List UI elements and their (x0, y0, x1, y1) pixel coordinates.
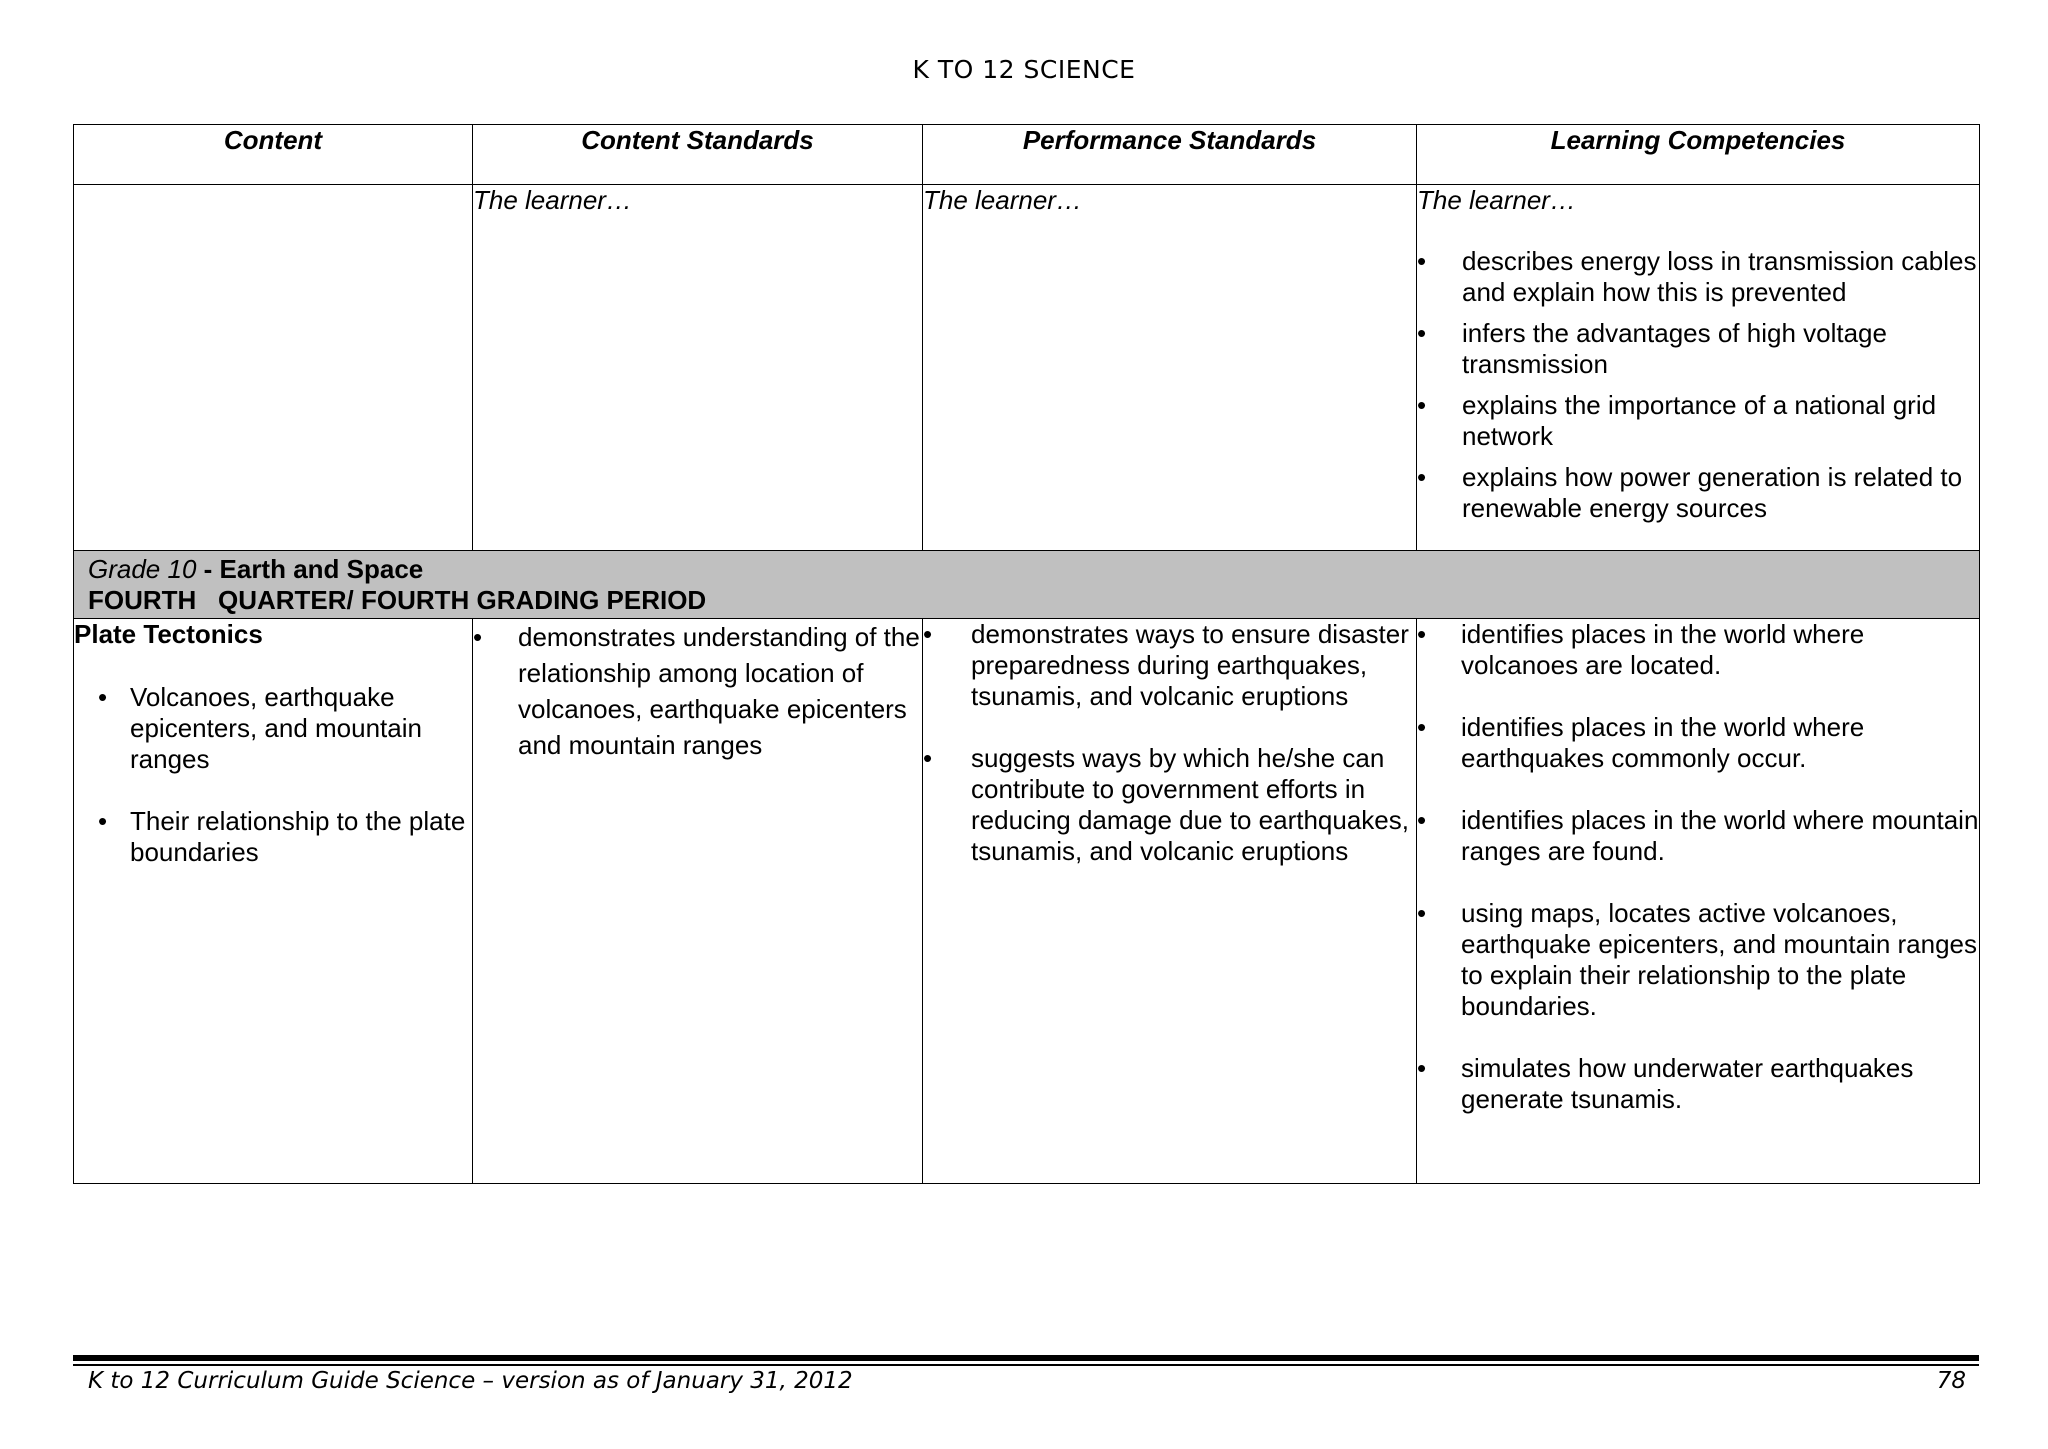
footer-version-text: K to 12 Curriculum Guide Science – version as of January 31, 2012 (88, 1368, 853, 1394)
page-number: 78 (1936, 1368, 1966, 1394)
column-header-content: Content (74, 125, 473, 185)
band-subject: - Earth and Space (196, 554, 424, 584)
bullet-icon: • (1417, 898, 1427, 928)
list-item: • Their relationship to the plate boundaries (98, 806, 466, 867)
footer-divider (73, 1355, 1979, 1361)
table-header-row (74, 125, 1980, 185)
bullet-icon: • (1417, 619, 1427, 649)
cell-learning-competencies (1417, 619, 1980, 1184)
table-row-plate-tectonics (74, 619, 1980, 1184)
bullet-icon: • (1417, 390, 1427, 420)
bullet-icon: • (923, 619, 933, 649)
band-grade: Grade 10 (88, 554, 197, 584)
bullet-icon: • (473, 622, 483, 652)
bullet-icon: • (1417, 246, 1427, 276)
cell-performance-standards (923, 619, 1417, 1184)
band-cell (74, 551, 1980, 619)
bullet-icon: • (923, 743, 933, 773)
cell-performance-standards (923, 185, 1417, 551)
list-item: • identifies places in the world where earthquakes commonly occur. (1417, 712, 1865, 773)
grading-period-band (74, 551, 1980, 619)
competency-list (1417, 619, 1979, 1115)
cell-content (74, 619, 473, 1184)
list-item: • identifies places in the world where mountain ranges are found. (1417, 805, 1979, 866)
table-row-energy (74, 185, 1980, 551)
page-header-title: K TO 12 SCIENCE (912, 55, 1136, 84)
topic-title: Plate Tectonics (74, 619, 263, 649)
footer-divider-thin (73, 1364, 1979, 1366)
list-item: • demonstrates ways to ensure disaster preparedness during earthquakes, tsunamis, and volcanic eruptions (923, 619, 1409, 711)
list-item: • infers the advantages of high voltage transmission (1417, 318, 1887, 379)
list-item: • Volcanoes, earthquake epicenters, and mountain ranges (98, 682, 422, 774)
bullet-icon: • (1417, 318, 1427, 348)
list-item: • demonstrates understanding of the relationship among location of volcanoes, earthquake epicenters and mountain ranges (473, 619, 922, 763)
content-list (74, 682, 472, 868)
content-standards-list (473, 619, 922, 763)
list-item: • explains the importance of a national grid network (1417, 390, 1937, 451)
list-item: • suggests ways by which he/she can contribute to government efforts in reducing damage due to earthquakes, tsunamis, and volcanic eruptions (923, 743, 1409, 866)
bullet-icon: • (98, 682, 108, 712)
bullet-icon: • (1417, 712, 1427, 742)
column-header-learning-competencies: Learning Competencies (1417, 125, 1980, 185)
list-item: • explains how power generation is related to renewable energy sources (1417, 462, 1963, 523)
learner-lead: The learner… (1417, 185, 1576, 215)
list-item: • using maps, locates active volcanoes, earthquake epicenters, and mountain ranges to explain their relationship to the plate boundaries. (1417, 898, 1978, 1021)
band-period: FOURTH QUARTER/ FOURTH GRADING PERIOD (88, 585, 707, 615)
list-item: • identifies places in the world where volcanoes are located. (1417, 619, 1865, 680)
column-header-content-standards: Content Standards (473, 125, 923, 185)
performance-standards-list (923, 619, 1416, 867)
list-item: • describes energy loss in transmission cables and explain how this is prevented (1417, 246, 1977, 307)
column-header-performance-standards: Performance Standards (923, 125, 1417, 185)
learner-lead: The learner… (923, 185, 1082, 215)
bullet-icon: • (1417, 1053, 1427, 1083)
list-item: • simulates how underwater earthquakes generate tsunamis. (1417, 1053, 1914, 1114)
cell-content-standards (473, 185, 923, 551)
cell-content-empty (74, 185, 473, 551)
curriculum-table (73, 124, 1980, 1184)
learner-lead: The learner… (473, 185, 632, 215)
bullet-icon: • (1417, 462, 1427, 492)
cell-learning-competencies (1417, 185, 1980, 551)
cell-content-standards (473, 619, 923, 1184)
bullet-icon: • (1417, 805, 1427, 835)
bullet-icon: • (98, 806, 108, 836)
competency-list (1417, 246, 1979, 524)
